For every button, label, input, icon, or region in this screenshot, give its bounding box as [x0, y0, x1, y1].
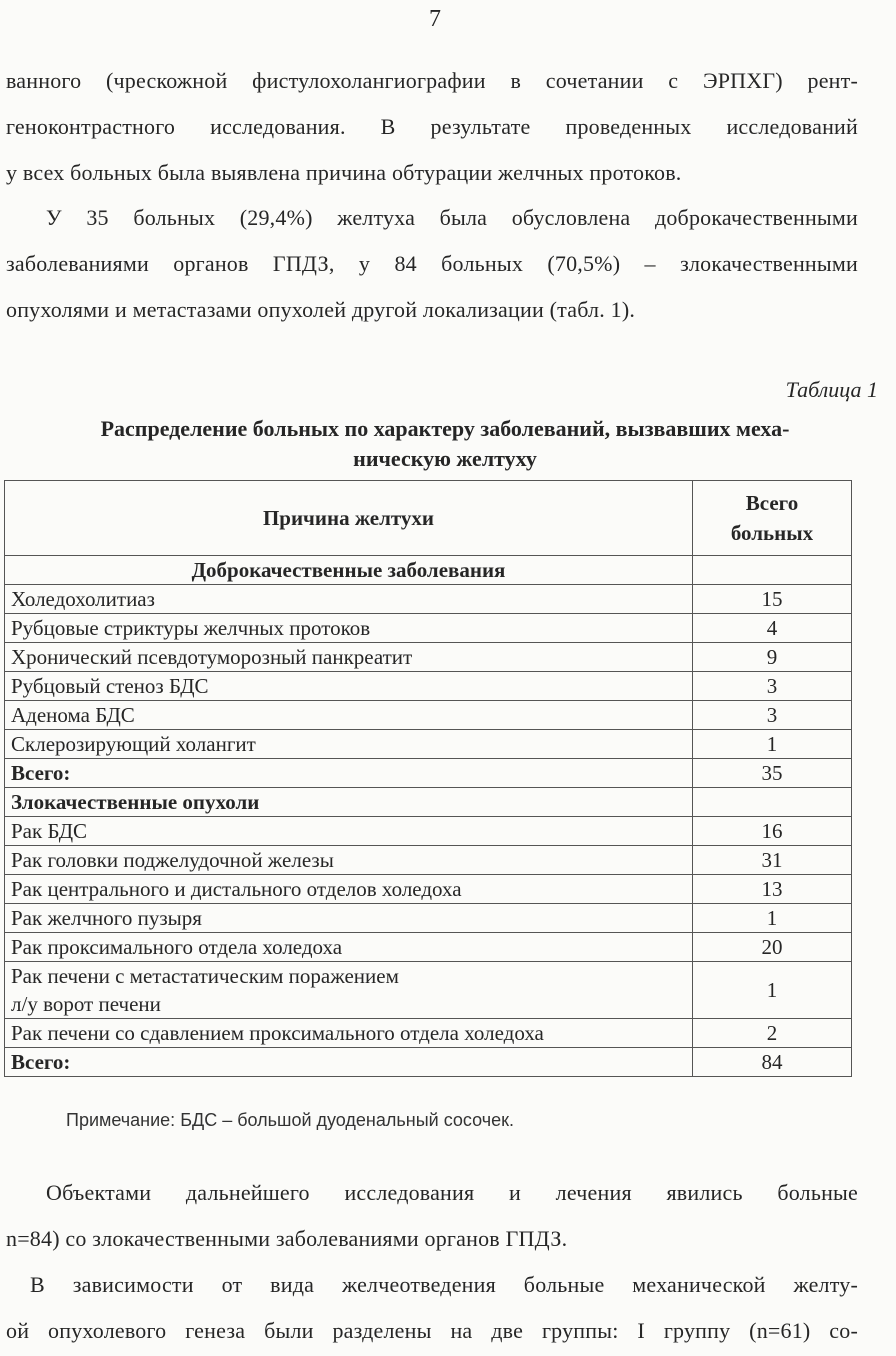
table-title [20, 414, 870, 474]
row-label: Злокачественные опухоли [5, 788, 693, 817]
row-label: Хронический псевдотуморозный панкреатит [5, 643, 693, 672]
row-label: Всего: [5, 1048, 693, 1077]
table-title-line: Распределение больных по характеру заболеваний, вызвавших меха- [100, 416, 790, 441]
row-value: 1 [693, 730, 852, 759]
row-value [693, 788, 852, 817]
paragraph-line: В зависимости от вида желчеотведения больные механической желту- [30, 1272, 858, 1297]
row-label: Рак БДС [5, 817, 693, 846]
table-row [5, 962, 852, 1019]
header-total [693, 481, 852, 556]
row-value: 3 [693, 672, 852, 701]
patients-table [4, 480, 852, 1077]
row-label: Всего: [5, 759, 693, 788]
row-label: Рубцовые стриктуры желчных протоков [5, 614, 693, 643]
row-value [693, 556, 852, 585]
row-label: Доброкачественные заболевания [5, 556, 693, 585]
table-row [5, 672, 852, 701]
table-row [5, 701, 852, 730]
row-label [5, 962, 693, 1019]
row-label: Холедохолитиаз [5, 585, 693, 614]
table-row [5, 817, 852, 846]
paragraph-1 [6, 58, 858, 196]
table-row [5, 556, 852, 585]
row-label: Рак проксимального отдела холедоха [5, 933, 693, 962]
header-total-line: Всего [745, 491, 799, 515]
table-row [5, 614, 852, 643]
row-value: 20 [693, 933, 852, 962]
paragraph-line: опухолями и метастазами опухолей другой локализации (табл. 1). [6, 297, 636, 322]
table-row [5, 875, 852, 904]
paragraph-line: заболеваниями органов ГПДЗ, у 84 больных (70,5%) – злокачественными [6, 251, 858, 276]
table-row [5, 730, 852, 759]
paragraph-2 [6, 195, 858, 333]
row-label: Рубцовый стеноз БДС [5, 672, 693, 701]
row-value: 16 [693, 817, 852, 846]
table-label: Таблица 1 [785, 377, 878, 402]
header-total-line: больных [730, 521, 814, 545]
paragraph-line: у всех больных была выявлена причина обтурации желчных протоков. [6, 160, 682, 185]
page-number: 7 [429, 6, 441, 32]
paragraph-3 [6, 1170, 858, 1262]
row-label-line: Рак печени с метастатическим поражением [11, 964, 399, 988]
table-row [5, 846, 852, 875]
paragraph-4 [6, 1262, 858, 1354]
table-row [5, 643, 852, 672]
table-row [5, 933, 852, 962]
row-value: 2 [693, 1019, 852, 1048]
row-label: Рак головки поджелудочной железы [5, 846, 693, 875]
header-cause: Причина желтухи [5, 481, 693, 556]
row-value: 35 [693, 759, 852, 788]
row-value: 84 [693, 1048, 852, 1077]
row-label: Аденома БДС [5, 701, 693, 730]
row-label-line: л/у ворот печени [11, 992, 161, 1016]
row-value: 13 [693, 875, 852, 904]
table-row [5, 788, 852, 817]
paragraph-line: ванного (чрескожной фистулохолангиографии в сочетании с ЭРПХГ) рент- [6, 68, 858, 93]
row-label: Рак желчного пузыря [5, 904, 693, 933]
row-label: Склерозирующий холангит [5, 730, 693, 759]
row-value: 4 [693, 614, 852, 643]
row-value: 9 [693, 643, 852, 672]
row-value: 1 [693, 962, 852, 1019]
table-row [5, 585, 852, 614]
row-value: 31 [693, 846, 852, 875]
table-header-row [5, 481, 852, 556]
table-note: Примечание: БДС – большой дуоденальный сосочек. [66, 1110, 514, 1130]
row-label: Рак центрального и дистального отделов холедоха [5, 875, 693, 904]
table-row [5, 1019, 852, 1048]
table-row [5, 904, 852, 933]
table-row-total [5, 759, 852, 788]
row-label: Рак печени со сдавлением проксимального отдела холедоха [5, 1019, 693, 1048]
paragraph-line: n=84) со злокачественными заболеваниями органов ГПДЗ. [6, 1226, 568, 1251]
table-title-line: ническую желтуху [353, 446, 537, 471]
row-value: 3 [693, 701, 852, 730]
table-row-total [5, 1048, 852, 1077]
paragraph-line: У 35 больных (29,4%) желтуха была обусловлена доброкачественными [46, 205, 858, 230]
row-value: 1 [693, 904, 852, 933]
paragraph-line: ой опухолевого генеза были разделены на две группы: I группу (n=61) со- [6, 1318, 858, 1343]
paragraph-line: геноконтрастного исследования. В результате проведенных исследований [6, 114, 858, 139]
paragraph-line: Объектами дальнейшего исследования и лечения явились больные [46, 1180, 858, 1205]
row-value: 15 [693, 585, 852, 614]
